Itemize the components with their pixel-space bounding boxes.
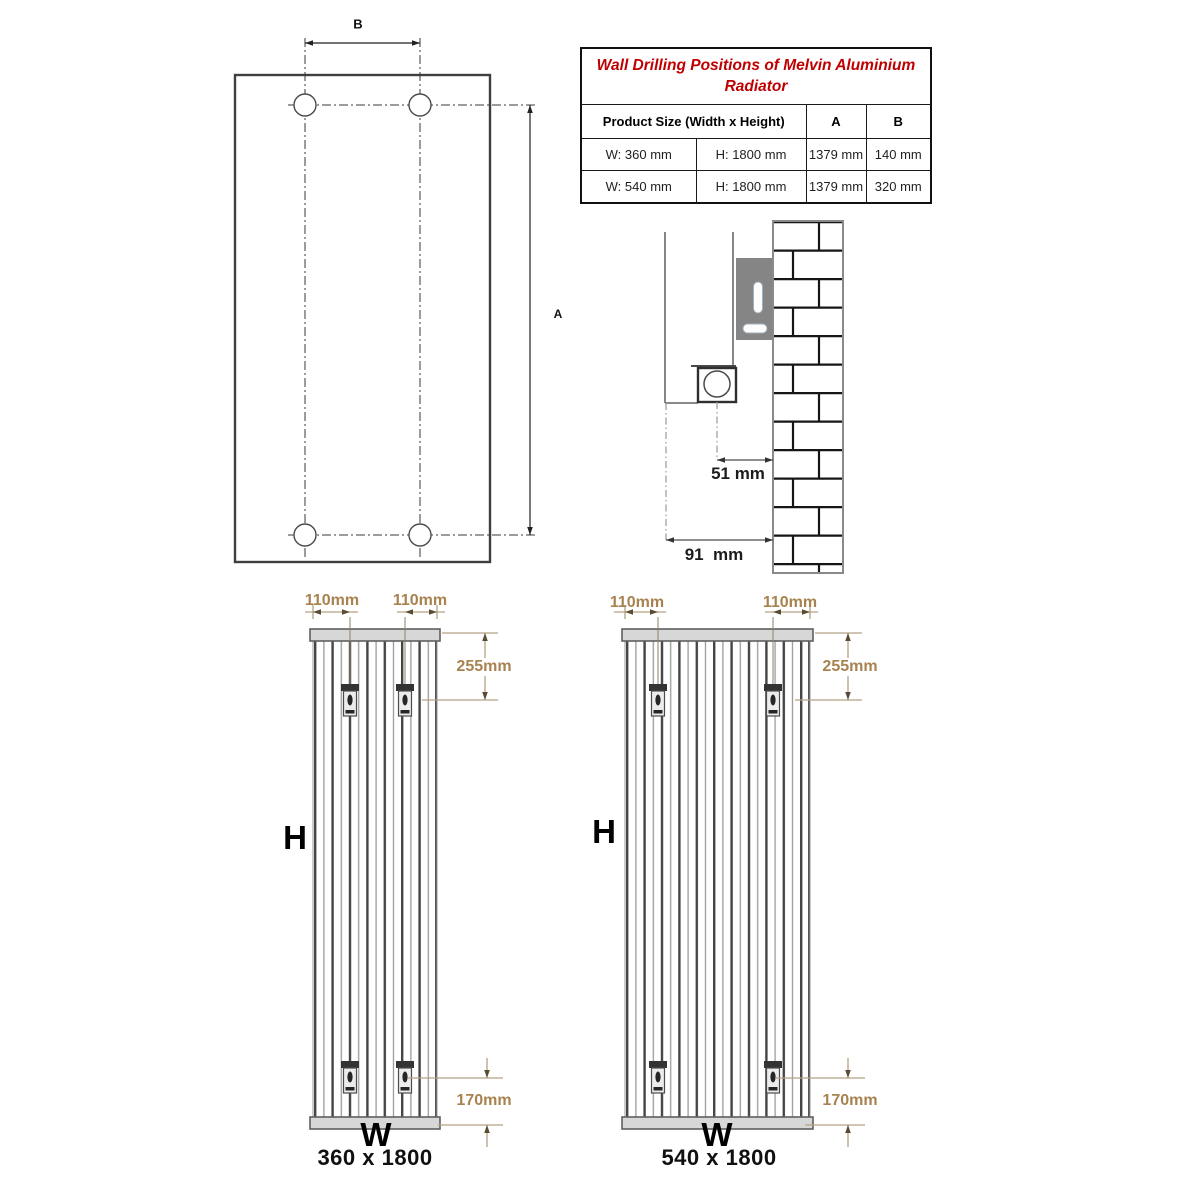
drill-holes bbox=[294, 94, 431, 546]
dim-a-line bbox=[527, 105, 533, 535]
dim-91-line bbox=[666, 537, 773, 542]
mounting-bracket bbox=[341, 684, 359, 716]
centerlines bbox=[288, 38, 536, 558]
cell-height: H: 1800 mm bbox=[696, 171, 806, 204]
dim-b-line bbox=[305, 40, 420, 46]
table-row bbox=[581, 139, 931, 171]
col-header-product-size: Product Size (Width x Height) bbox=[581, 105, 806, 139]
mounting-bracket bbox=[341, 1061, 359, 1093]
brick-wall bbox=[773, 221, 843, 573]
dim-label-a: A bbox=[553, 307, 563, 321]
mounting-bracket bbox=[396, 1061, 414, 1093]
mounting-bracket bbox=[396, 684, 414, 716]
dim-label-91mm: 91 mm bbox=[684, 545, 744, 564]
height-label: H bbox=[592, 813, 616, 850]
radiator-size-caption: 360 x 1800 bbox=[317, 1145, 433, 1170]
cell-height: H: 1800 mm bbox=[696, 139, 806, 171]
dim-label-110mm-right: 110mm bbox=[762, 594, 818, 611]
table-header-row bbox=[581, 105, 931, 139]
dim-label-170mm: 170mm bbox=[822, 1092, 878, 1109]
radiator-front-view-360 bbox=[260, 585, 540, 1200]
radiator-front-view-540 bbox=[570, 585, 900, 1200]
mounting-bracket bbox=[764, 684, 782, 716]
projection-lines bbox=[666, 402, 717, 540]
drill-hole-top-right bbox=[409, 94, 431, 116]
dim-label-255mm: 255mm bbox=[456, 658, 512, 675]
table-title-row bbox=[581, 48, 931, 105]
drill-hole-bottom-left bbox=[294, 524, 316, 546]
table-title: Wall Drilling Positions of Melvin Aluminium Radiator bbox=[581, 48, 931, 105]
drilling-position-diagram bbox=[200, 0, 580, 610]
drill-hole-top-left bbox=[294, 94, 316, 116]
dim-label-110mm-right: 110mm bbox=[392, 592, 448, 609]
mounting-bracket bbox=[649, 1061, 667, 1093]
mounting-bracket bbox=[649, 684, 667, 716]
wall-mount-side-view bbox=[630, 210, 890, 590]
pipe-circle bbox=[704, 371, 730, 397]
radiator-size-caption: 540 x 1800 bbox=[661, 1145, 777, 1170]
cell-width: W: 360 mm bbox=[581, 139, 696, 171]
table-row bbox=[581, 171, 931, 204]
dim-label-b: B bbox=[353, 16, 363, 32]
dim-label-110mm-left: 110mm bbox=[609, 594, 665, 611]
radiator-top-bar bbox=[310, 629, 440, 641]
cell-a: 1379 mm bbox=[806, 139, 866, 171]
mounting-bracket bbox=[764, 1061, 782, 1093]
cell-a: 1379 mm bbox=[806, 171, 866, 204]
dim-label-51mm: 51 mm bbox=[711, 464, 765, 483]
dim-51-line bbox=[717, 457, 773, 462]
drill-hole-bottom-right bbox=[409, 524, 431, 546]
height-label: H bbox=[283, 819, 307, 856]
radiator-outline bbox=[235, 75, 490, 562]
drilling-positions-table bbox=[580, 47, 932, 204]
col-header-b: B bbox=[866, 105, 931, 139]
radiator-top-bar bbox=[622, 629, 813, 641]
cell-width: W: 540 mm bbox=[581, 171, 696, 204]
drilling-diagram-linework bbox=[200, 0, 580, 610]
dim-label-110mm-left: 110mm bbox=[304, 592, 360, 609]
col-header-a: A bbox=[806, 105, 866, 139]
dim-label-255mm: 255mm bbox=[822, 658, 878, 675]
dim-label-170mm: 170mm bbox=[456, 1092, 512, 1109]
width-label: W bbox=[701, 1116, 733, 1153]
side-view-linework bbox=[630, 210, 890, 590]
radiator-fins bbox=[313, 641, 437, 1117]
width-label: W bbox=[360, 1116, 392, 1153]
wall-bracket bbox=[736, 258, 772, 340]
cell-b: 320 mm bbox=[866, 171, 931, 204]
cell-b: 140 mm bbox=[866, 139, 931, 171]
